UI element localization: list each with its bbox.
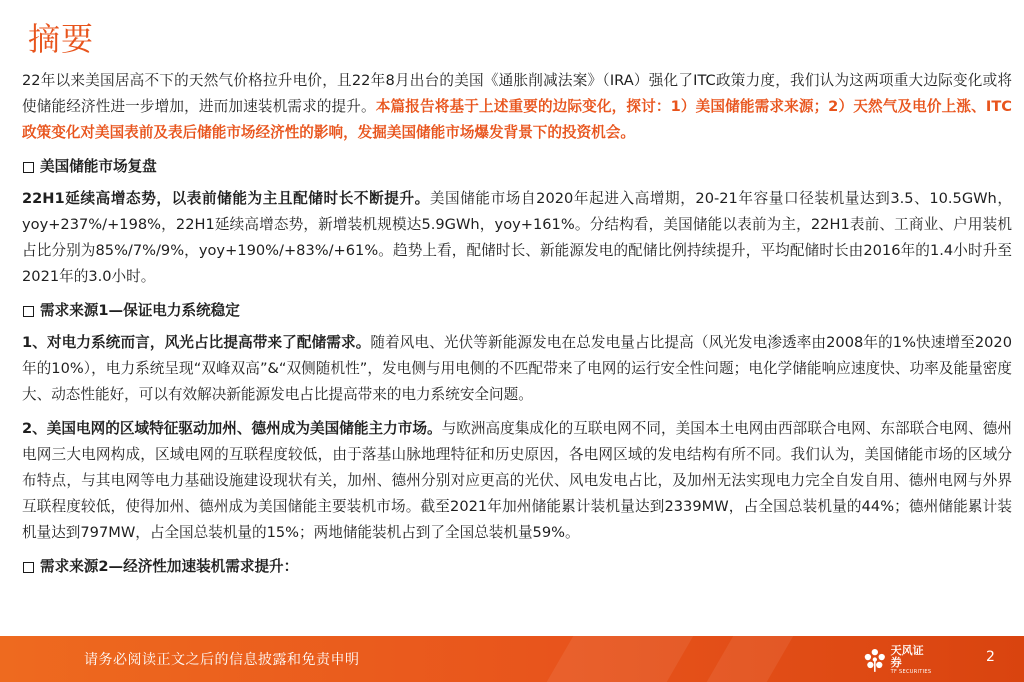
paragraph-body: 与欧洲高度集成化的互联电网不同，美国本土电网由西部联合电网、东部联合电网、德州电网三大电网构成，区域电网的互联程度较低，由于落基山脉地理特征和历史原因，各电网区域的发电结构有所不同。我们认为，美国储能市场的区域分布特点，与其电网等电力基础设施建设现状有关，加州、德州分别对应更高的光伏、风电发电占比，及加州无法实现电力完全自发自用、德州电网与外界互联程度较低，使得加州、德州成为美国储能主要装机市场。截至2021年加州储能累计装机量达到2339MW，占全国总装机量的44%；德州储能累计装机量达到797MW，占全国总装机量的15%；两地储能装机占到了全国总装机量59%。 (22, 420, 1012, 541)
paragraph-body: 美国储能市场自2020年起进入高增期，20-21年容量口径装机量达到3.5、10.5GWh，yoy+237%/+198%，22H1延续高增态势，新增装机规模达5.9GWh，yoy+161%。分结构看，美国储能以表前为主，22H1表前、工商业、户用装机占比分别为85%/7%/9%，yoy+190%/+83%/+61%。趋势上看，配储时长、新能源发电的配储比例持续提升，平均配储时长由2016年的1.4小时升至2021年的3.0小时。 (22, 190, 1012, 285)
paragraph-lead: 1、对电力系统而言，风光占比提高带来了配储需求。 (22, 334, 371, 351)
section-heading-market-review (22, 154, 1012, 180)
intro-text: 22年以来美国居高不下的天然气价格拉升电价，且22年8月出台的美国《通胀削减法案》（IRA）强化了ITC政策力度，我们认为这两项重大边际变化或将使储能经济性进一步增加，进而加速装机需求的提升。 (22, 72, 1012, 115)
page-footer (0, 636, 1024, 682)
checkbox-square-icon (23, 162, 34, 173)
checkbox-square-icon (23, 562, 34, 573)
section-heading-demand-source-2 (22, 554, 1012, 580)
page-number: 2 (986, 649, 995, 665)
demand-source-1-paragraph-2 (22, 416, 1012, 546)
paragraph-lead: 22H1延续高增态势，以表前储能为主且配储时长不断提升。 (22, 190, 430, 207)
checkbox-square-icon (23, 306, 34, 317)
intro-paragraph (22, 68, 1012, 146)
section-heading-text: 美国储能市场复盘 (40, 158, 157, 175)
footer-disclaimer: 请务必阅读正文之后的信息披露和免责申明 (84, 652, 360, 668)
summary-content (22, 68, 1012, 586)
section-heading-text: 需求来源2—经济性加速装机需求提升： (40, 558, 299, 575)
footer-decoration (707, 636, 794, 682)
page-title: 摘要 (28, 20, 95, 58)
footer-decoration (547, 636, 694, 682)
logo-text: 天风证券 (890, 644, 924, 669)
intro-highlight: 本篇报告将基于上述重要的边际变化，探讨：1）美国储能需求来源；2）天然气及电价上涨、ITC政策变化对美国表前及表后储能市场经济性的影响，发掘美国储能市场爆发背景下的投资机会。 (22, 98, 1012, 141)
market-review-paragraph (22, 186, 1012, 290)
company-logo (862, 645, 934, 675)
demand-source-1-paragraph-1 (22, 330, 1012, 408)
logo-subtext: TF SECURITIES (890, 669, 932, 675)
section-heading-text: 需求来源1—保证电力系统稳定 (40, 302, 240, 319)
paragraph-body: 随着风电、光伏等新能源发电在总发电量占比提高（风光发电渗透率由2008年的1%快速增至2020年的10%），电力系统呈现“双峰双高”&“双侧随机性”，发电侧与用电侧的不匹配带来了电网的运行安全性问题；电化学储能响应速度快、功率及能量密度大、动态性能好，可以有效解决新能源发电占比提高带来的电力系统安全问题。 (22, 334, 1012, 403)
flower-logo-icon (862, 647, 888, 673)
section-heading-demand-source-1 (22, 298, 1012, 324)
paragraph-lead: 2、美国电网的区域特征驱动加州、德州成为美国储能主力市场。 (22, 420, 442, 437)
